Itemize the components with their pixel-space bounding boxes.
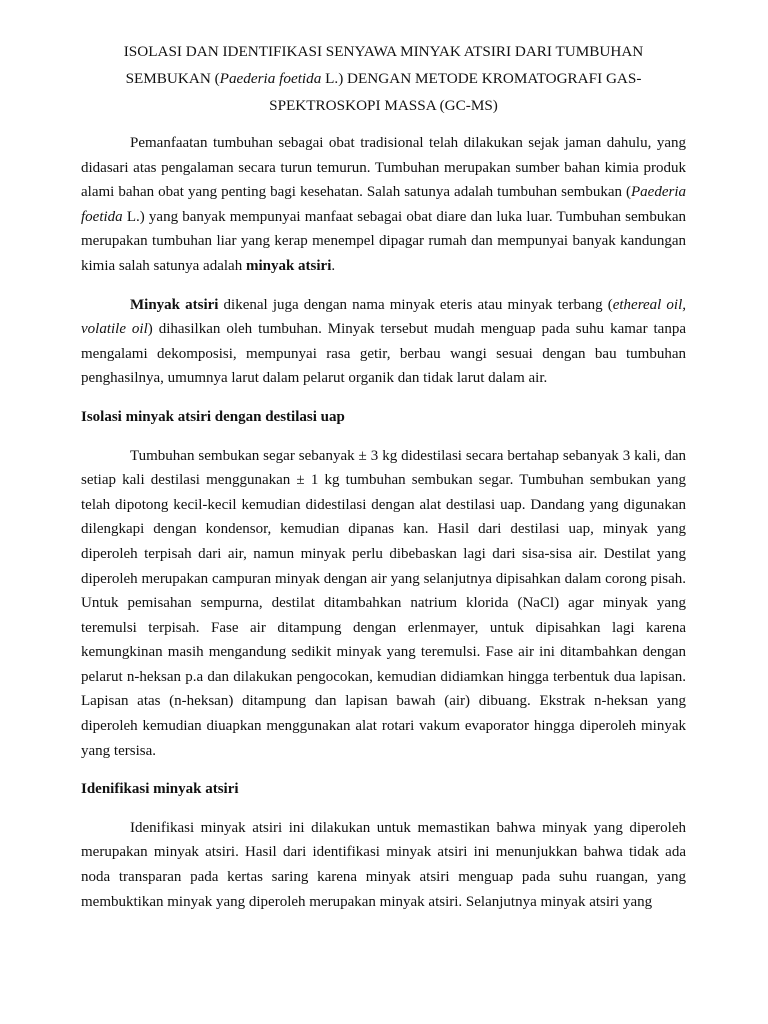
para2-text-1: dikenal juga dengan nama minyak eteris atau minyak terbang ( — [218, 296, 613, 313]
para1-text-1: Pemanfaatan tumbuhan sebagai obat tradisional telah dilakukan sejak jaman dahulu, yang didasari atas pengalaman secara turun temurun. Tumbuhan merupakan sumber bahan kimia produk alami bahan obat yang penting bagi kesehatan. Salah satunya adalah tumbuhan sembukan ( — [81, 135, 686, 201]
para1-bold-term: minyak atsiri — [245, 257, 332, 274]
para1-species-name: Paederia foetida — [81, 184, 686, 225]
title-line-1: ISOLASI DAN IDENTIFIKASI SENYAWA MINYAK ATSIRI DARI TUMBUHAN — [123, 43, 644, 60]
section-heading-isolation: Isolasi minyak atsiri dengan destilasi uap — [81, 408, 345, 425]
paragraph-identification: Idenifikasi minyak atsiri ini dilakukan untuk memastikan bahwa minyak yang diperoleh merupakan minyak atsiri. Hasil dari identifikasi minyak atsiri ini menunjukkan bahwa tidak ada noda transparan pada kertas saring karena minyak atsiri menguap pada suhu ruangan, yang membuktikan minyak yang diperoleh merupakan minyak atsiri. Selanjutnya minyak atsiri yang — [81, 819, 686, 910]
title-line-3: SPEKTROSKOPI MASSA (GC-MS) — [269, 97, 498, 114]
title-line-2-post: L.) DENGAN METODE KROMATOGRAFI GAS- — [321, 70, 642, 87]
title-line-2-pre: SEMBUKAN ( — [125, 70, 220, 87]
para2-bold-term: Minyak atsiri — [130, 296, 219, 313]
section-heading-identification: Idenifikasi minyak atsiri — [81, 781, 239, 798]
para1-text-3: . — [331, 257, 336, 274]
title-species-name: Paederia foetida — [219, 70, 322, 87]
document-title — [81, 38, 686, 119]
paragraph-isolation: Tumbuhan sembukan segar sebanyak ± 3 kg didestilasi secara bertahap sebanyak 3 kali, dan setiap kali destilasi menggunakan ± 1 kg tumbuhan sembukan segar. Tumbuhan sembukan yang telah dipotong kecil-kecil kemudian didestilasi dengan alat destilasi uap. Dandang yang digunakan dilengkapi dengan kondensor, kemudian dipanas kan. Hasil dari destilasi uap, minyak yang diperoleh terpisah dari air, namun minyak perlu dibebaskan lagi dari sisa-sisa air. Destilat yang diperoleh merupakan campuran minyak dengan air yang selanjutnya dipisahkan dalam corong pisah. Untuk pemisahan sempurna, destilat ditambahkan natrium klorida (NaCl) agar minyak yang teremulsi terpisah. Fase air ditampung dengan erlenmayer, untuk dipisahkan lagi karena kemungkinan masih mengandung sedikit minyak yang teremulsi. Fase air ini ditambahkan dengan pelarut n-heksan p.a dan dilakukan pengocokan, kemudian didiamkan hingga terbentuk dua lapisan. Lapisan atas (n-heksan) ditampung dan lapisan bawah (air) dibuang. Ekstrak n-heksan yang diperoleh kemudian diuapkan menggunakan alat rotari vakum evaporator hingga diperoleh minyak yang tersisa. — [81, 447, 686, 759]
title-line-2 — [81, 65, 686, 92]
para2-italic-terms: ethereal oil, volatile oil — [81, 296, 686, 338]
para2-text-2: ) dihasilkan oleh tumbuhan. Minyak tersebut mudah menguap pada suhu kamar tanpa mengalami dekomposisi, mempunyai rasa getir, berbau wangi sesuai dengan bau tumbuhan penghasilnya, umumnya larut dalam pelarut organik dan tidak larut dalam air. — [81, 321, 686, 387]
paragraph-definition — [81, 293, 686, 391]
para1-text-2: L.) yang banyak mempunyai manfaat sebagai obat diare dan luka luar. Tumbuhan sembukan merupakan tumbuhan liar yang kerap menempel dipagar rumah dan mempunyai banyak kandungan kimia salah satunya adalah — [81, 208, 686, 274]
paragraph-intro — [81, 131, 686, 279]
